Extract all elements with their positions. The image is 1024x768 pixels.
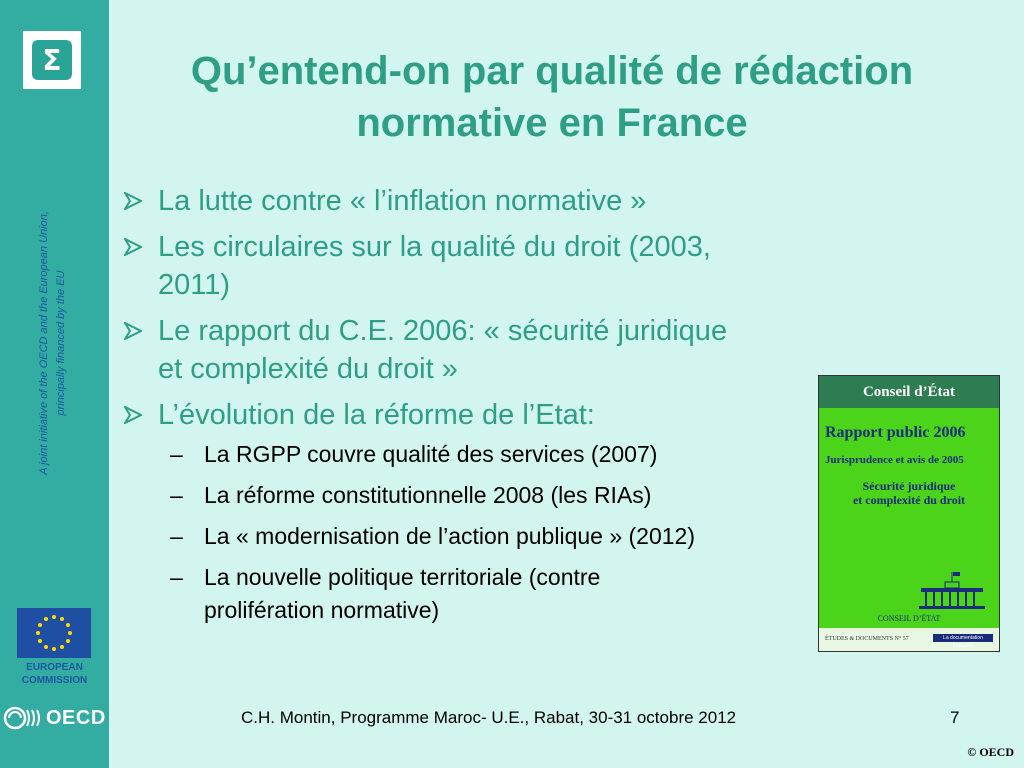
dash-marker: – xyxy=(170,523,183,549)
sub-bullet-line: La « modernisation de l’action publique » (2012) xyxy=(204,523,695,549)
copyright-notice: © OECD xyxy=(967,745,1014,759)
sub-bullet-line: La réforme constitutionnelle 2008 (les RIAs) xyxy=(204,482,652,508)
sub-bullet-line: La RGPP couvre qualité des services (2007) xyxy=(204,441,658,467)
sigma-icon: Σ xyxy=(32,40,72,80)
arrow-bullet-icon xyxy=(124,406,142,424)
bullet-item xyxy=(120,182,840,220)
slide-footer: C.H. Montin, Programme Maroc- U.E., Rabat, 30-31 octobre 2012 xyxy=(241,708,737,727)
oecd-wordmark: OECD xyxy=(46,706,106,729)
cover-theme-line-1: Sécurité juridique xyxy=(862,479,956,493)
arrow-bullet-icon xyxy=(124,192,142,210)
bullet-line: La lutte contre « l’inflation normative » xyxy=(158,185,647,217)
bullet-item xyxy=(120,396,840,434)
palais-royal-icon xyxy=(917,570,987,612)
sub-bullet-item xyxy=(120,520,840,553)
title-line-1: Qu’entend-on par qualité de rédaction xyxy=(190,49,914,93)
cover-theme-line-2: et complexité du droit xyxy=(852,493,966,507)
sub-bullet-line: La nouvelle politique territoriale (contre xyxy=(204,564,601,590)
bullet-line: Le rapport du C.E. 2006: « sécurité juridique xyxy=(158,315,728,347)
dash-marker: – xyxy=(170,564,183,590)
cover-theme xyxy=(819,479,999,507)
sub-bullet-item xyxy=(120,479,840,512)
bullet-line: et complexité du droit » xyxy=(158,353,458,385)
cover-publisher-label: La documentation française xyxy=(933,634,993,642)
cover-header: Conseil d’État xyxy=(819,376,999,408)
title-line-2: normative en France xyxy=(356,101,748,145)
slide-title xyxy=(112,45,992,149)
sidebar-vertical-line-1: A joint initiative of the OECD and the European Union, xyxy=(38,211,50,475)
sidebar-vertical-line-2: principally financed by the EU xyxy=(55,270,67,416)
page-number: 7 xyxy=(950,708,960,727)
european-commission-label xyxy=(0,661,109,687)
bullet-item xyxy=(120,312,840,388)
slide-content xyxy=(120,182,840,635)
cover-conseil-label: CONSEIL D’ÉTAT xyxy=(877,614,941,623)
dash-marker: – xyxy=(170,441,183,467)
cover-title: Rapport public 2006 xyxy=(825,424,966,441)
eu-flag-icon xyxy=(17,608,91,658)
bullet-line: L’évolution de la réforme de l’Etat: xyxy=(158,399,595,431)
dash-marker: – xyxy=(170,482,183,508)
cover-series-label: ÉTUDES & DOCUMENTS N° 57 xyxy=(825,636,909,642)
cover-subtitle: Jurisprudence et avis de 2005 xyxy=(825,454,964,466)
sub-bullet-list xyxy=(120,438,840,627)
eu-line-1: EUROPEAN xyxy=(26,662,83,673)
sidebar-vertical-text xyxy=(36,153,70,533)
oecd-globe-icon xyxy=(3,706,43,730)
sigma-logo xyxy=(23,31,81,89)
bullet-item xyxy=(120,228,840,304)
oecd-logo xyxy=(3,706,106,730)
sub-bullet-line: prolifération normative) xyxy=(204,597,440,623)
cover-footer xyxy=(819,628,999,652)
eu-line-2: COMMISSION xyxy=(21,675,88,686)
sub-bullet-item xyxy=(120,438,840,471)
bullet-line: Les circulaires sur la qualité du droit (2003, xyxy=(158,231,711,263)
arrow-bullet-icon xyxy=(124,322,142,340)
arrow-bullet-icon xyxy=(124,238,142,256)
bullet-line: 2011) xyxy=(158,269,231,301)
sub-bullet-item xyxy=(120,561,840,627)
report-cover-image xyxy=(818,375,1000,652)
sidebar xyxy=(0,0,109,768)
